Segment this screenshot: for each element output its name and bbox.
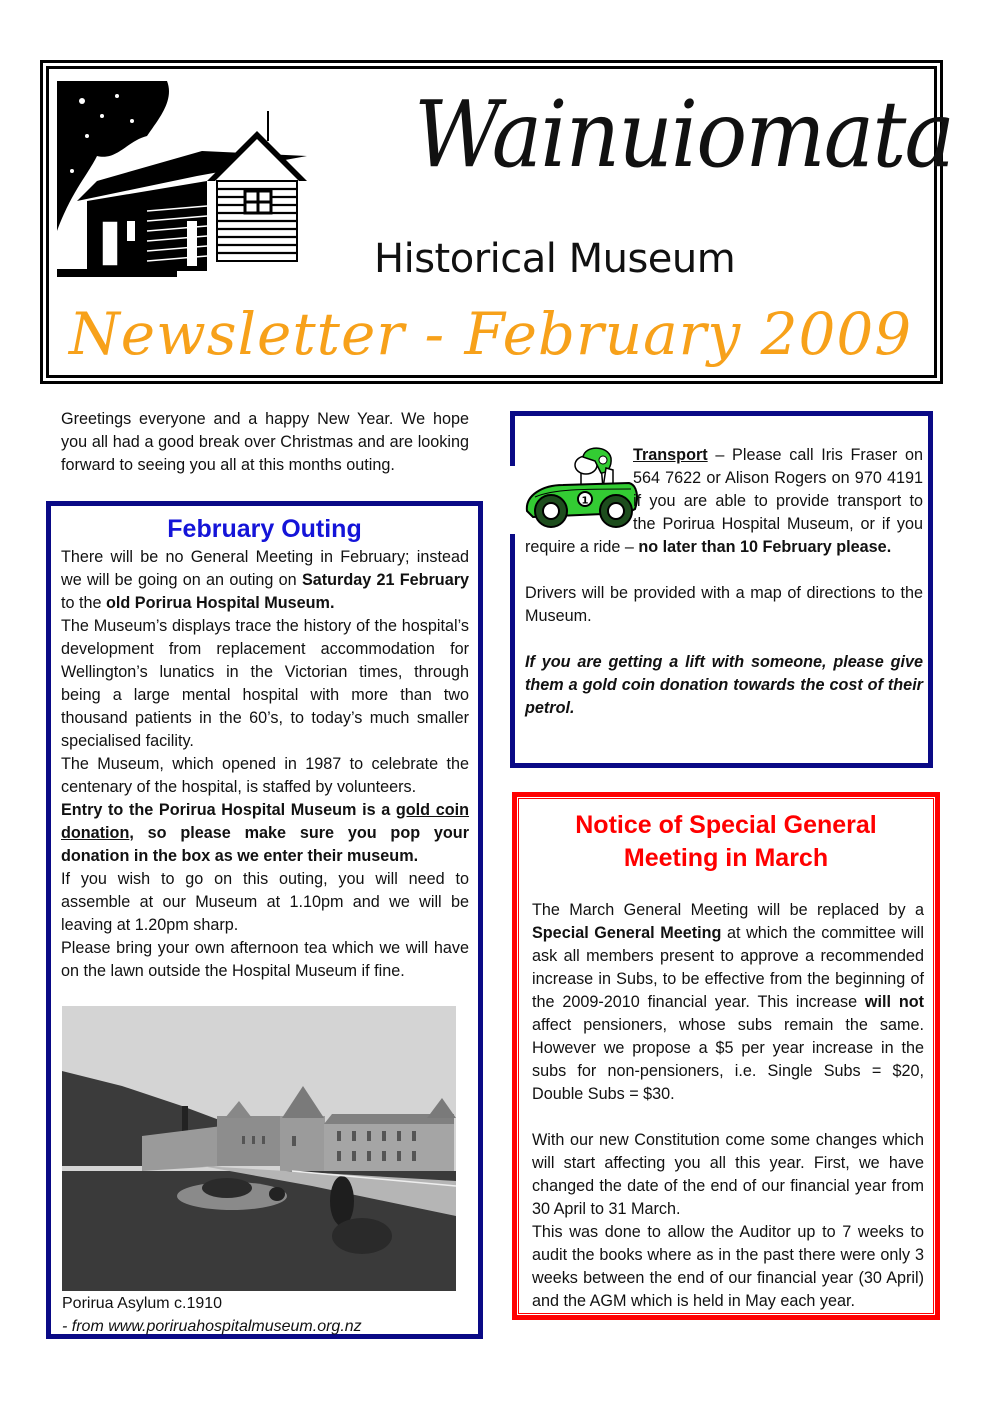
- outing-date: Saturday 21 February: [301, 571, 469, 589]
- outing-paragraph-6: Please bring your own afternoon tea which we will have on the lawn outside the Hospital Museum if fine.: [61, 939, 469, 980]
- border-segment: [510, 411, 515, 466]
- svg-text:1: 1: [581, 495, 589, 507]
- photo-caption-source: - from www.poriruahospitalmuseum.org.nz: [62, 1318, 362, 1335]
- spacer: [532, 1106, 924, 1129]
- notice-title: [519, 809, 933, 875]
- outing-paragraph-3: The Museum, which opened in 1987 to celebrate the centenary of the hospital, is staffed by volunteers.: [61, 755, 469, 796]
- notice-title-line-1: Notice of Special General: [575, 811, 877, 839]
- text: , so please make sure you pop your donation in the box as we enter their museum.: [61, 824, 469, 865]
- special-meeting-notice: [512, 792, 940, 1320]
- text: to the: [61, 594, 106, 612]
- will-not: will not: [864, 993, 925, 1011]
- transport-body: [525, 444, 923, 720]
- newsletter-title: Newsletter - February 2009: [69, 300, 913, 368]
- notice-title-line-2: Meeting in March: [623, 844, 829, 872]
- outing-paragraph-1: [61, 546, 469, 615]
- museum-house-illustration: [57, 81, 369, 281]
- outing-paragraph-2: The Museum’s displays trace the history of the hospital’s development from replacement accommodation for Wellington’s lunatics in the Victorian times, through being a large mental hospital with more than two thousand patients in the 60’s, to today’s much smaller specialised facility.: [61, 617, 469, 750]
- greeting-paragraph: Greetings everyone and a happy New Year. We hope you all had a good break over Christmas and are looking forward to seeing you all at this months outing.: [61, 410, 469, 474]
- photo-caption-title: Porirua Asylum c.1910: [62, 1295, 223, 1312]
- notice-paragraph-1: [532, 899, 924, 1106]
- outing-paragraph-5: If you wish to go on this outing, you will need to assemble at our Museum at 1.10pm and we will be leaving at 1.20pm sharp.: [61, 870, 469, 934]
- notice-paragraph-3: This was done to allow the Auditor up to 7 weeks to audit the books where as in the past there were only 3 weeks between the end of our financial year (30 April) and the AGM which is held in May each year.: [532, 1223, 924, 1310]
- outing-body: [61, 546, 469, 983]
- text: at which the committee will ask all members present to approve a recommended increase in Subs, to be effective from the beginning of the 2009-2010 financial year. This increase: [532, 924, 924, 1011]
- outing-paragraph-4: [61, 799, 469, 868]
- museum-subtitle: Historical Museum: [374, 236, 736, 282]
- outing-title: February Outing: [167, 515, 362, 543]
- transport-paragraph-3: If you are getting a lift with someone, please give them a gold coin donation towards the cost of their petrol.: [525, 653, 923, 717]
- transport-label: Transport: [633, 446, 708, 464]
- museum-script-title: Wainuiomata: [414, 81, 954, 188]
- special-general-meeting: Special General Meeting: [532, 924, 722, 942]
- transport-paragraph-2: Drivers will be provided with a map of directions to the Museum.: [525, 584, 923, 625]
- border-segment: [510, 534, 515, 768]
- notice-inner-border: [518, 798, 934, 1314]
- transport-section: [515, 411, 933, 768]
- car-float-spacer: [525, 444, 633, 536]
- transport-deadline: no later than 10 February please.: [638, 538, 892, 556]
- spacer: [525, 559, 923, 582]
- february-outing-section: [46, 501, 483, 1339]
- text: There will be no General Meeting in February; instead we will be going on an outing on: [61, 548, 469, 589]
- porirua-asylum-photo: [62, 1006, 456, 1291]
- text: The March General Meeting will be replaced by a: [532, 901, 924, 919]
- notice-body: [532, 899, 924, 1313]
- gold-coin-donation: gold coin donation: [61, 801, 470, 842]
- masthead: [40, 60, 954, 384]
- text: Entry to the Porirua Hospital Museum is a: [61, 801, 396, 819]
- text: affect pensioners, whose subs remain the same. However we propose a $5 per year increase in the subs for non-pensioners, i.e. Single Subs = $20, Double Subs = $30.: [532, 1016, 924, 1103]
- greeting-text: [61, 408, 469, 477]
- text: – Please call Iris Fraser on 564 7622 or Alison Rogers on 970 4191 if you are able to provide transport to the Porirua Hospital Museum, or if you require a ride –: [525, 446, 923, 556]
- outing-destination: old Porirua Hospital Museum.: [106, 594, 335, 612]
- notice-paragraph-2: With our new Constitution come some changes which will start affecting you all this year. First, we have changed the date of the end of our financial year from 30 April to 31 March.: [532, 1131, 924, 1218]
- photo-caption: [62, 1292, 362, 1338]
- masthead-inner-border: [46, 66, 954, 378]
- spacer: [525, 628, 923, 651]
